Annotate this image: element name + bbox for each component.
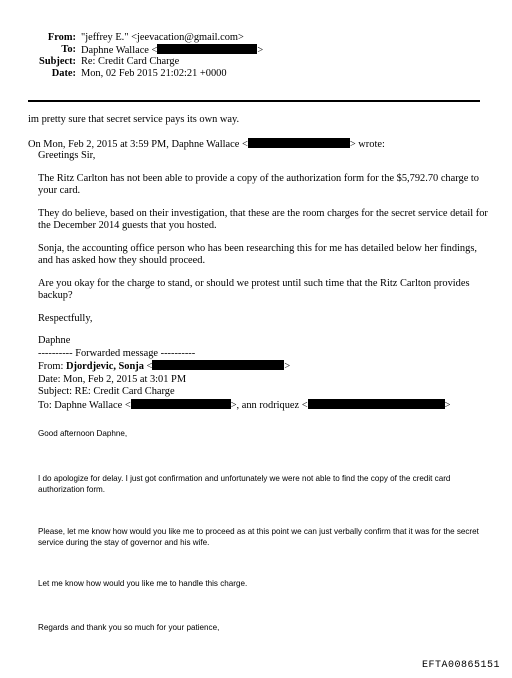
to-label: To: xyxy=(61,44,76,55)
original-greeting: Good afternoon Daphne, xyxy=(38,429,128,438)
quote-paragraph: Are you okay for the charge to stand, or should we protest until such time that the Ritz Carlton provides backup? xyxy=(38,277,470,301)
from-label: From: xyxy=(47,32,76,43)
quote-paragraph: They do believe, based on their investigation, that these are the room charges for the secret service detail for the December 2014 guests that you hosted. xyxy=(38,207,488,231)
to-value: Daphne Wallace < > xyxy=(81,45,264,56)
forwarded-to: To: Daphne Wallace < >, ann rodriquez < > xyxy=(38,399,451,411)
reply-text: im pretty sure that secret service pays its own way. xyxy=(28,114,240,125)
from-value: "jeffrey E." <jeevacation@gmail.com> xyxy=(81,32,244,43)
quote-signoff: Respectfully, xyxy=(38,312,93,324)
quoted-message xyxy=(38,150,490,412)
subject-label: Subject: xyxy=(39,56,76,67)
quote-name: Daphne xyxy=(38,335,71,346)
subject-value: Re: Credit Card Charge xyxy=(81,56,180,67)
forwarded-date: Date: Mon, Feb 2, 2015 at 3:01 PM xyxy=(38,373,187,385)
original-paragraph: Please, let me know how would you like me to proceed as at this point we can just verbally confirm that it was for the secret service during the stay of governor and his wife. xyxy=(38,527,479,547)
quote-intro: On Mon, Feb 2, 2015 at 3:59 PM, Daphne Wallace < > wrote: xyxy=(28,139,385,150)
redaction-box xyxy=(308,399,445,409)
redaction-box xyxy=(248,138,350,148)
forwarded-separator: ---------- Forwarded message ---------- xyxy=(38,347,196,359)
redaction-box xyxy=(157,44,257,54)
quote-paragraph: Sonja, the accounting office person who has been researching this for me has detailed below her findings, and has asked how they should proceed. xyxy=(38,242,477,266)
original-paragraph: Let me know how would you like me to handle this charge. xyxy=(38,579,248,588)
quote-greeting: Greetings Sir, xyxy=(38,150,96,161)
document-id: EFTA00865151 xyxy=(421,660,500,671)
header-divider xyxy=(28,100,480,102)
forwarded-subject: Subject: RE: Credit Card Charge xyxy=(38,386,175,397)
redaction-box xyxy=(152,360,284,370)
date-label: Date: xyxy=(51,68,76,79)
forwarded-from: From: Djordjevic, Sonja < > xyxy=(38,361,291,372)
date-value: Mon, 02 Feb 2015 21:02:21 +0000 xyxy=(81,68,227,79)
original-closing: Regards and thank you so much for your patience, xyxy=(38,623,220,632)
original-paragraph: I do apologize for delay. I just got confirmation and unfortunately we were not able to find the copy of the credit card authorization form. xyxy=(38,474,451,494)
quote-paragraph: The Ritz Carlton has not been able to provide a copy of the authorization form for the $5,792.70 charge to your card. xyxy=(38,172,479,196)
redaction-box xyxy=(131,399,231,409)
